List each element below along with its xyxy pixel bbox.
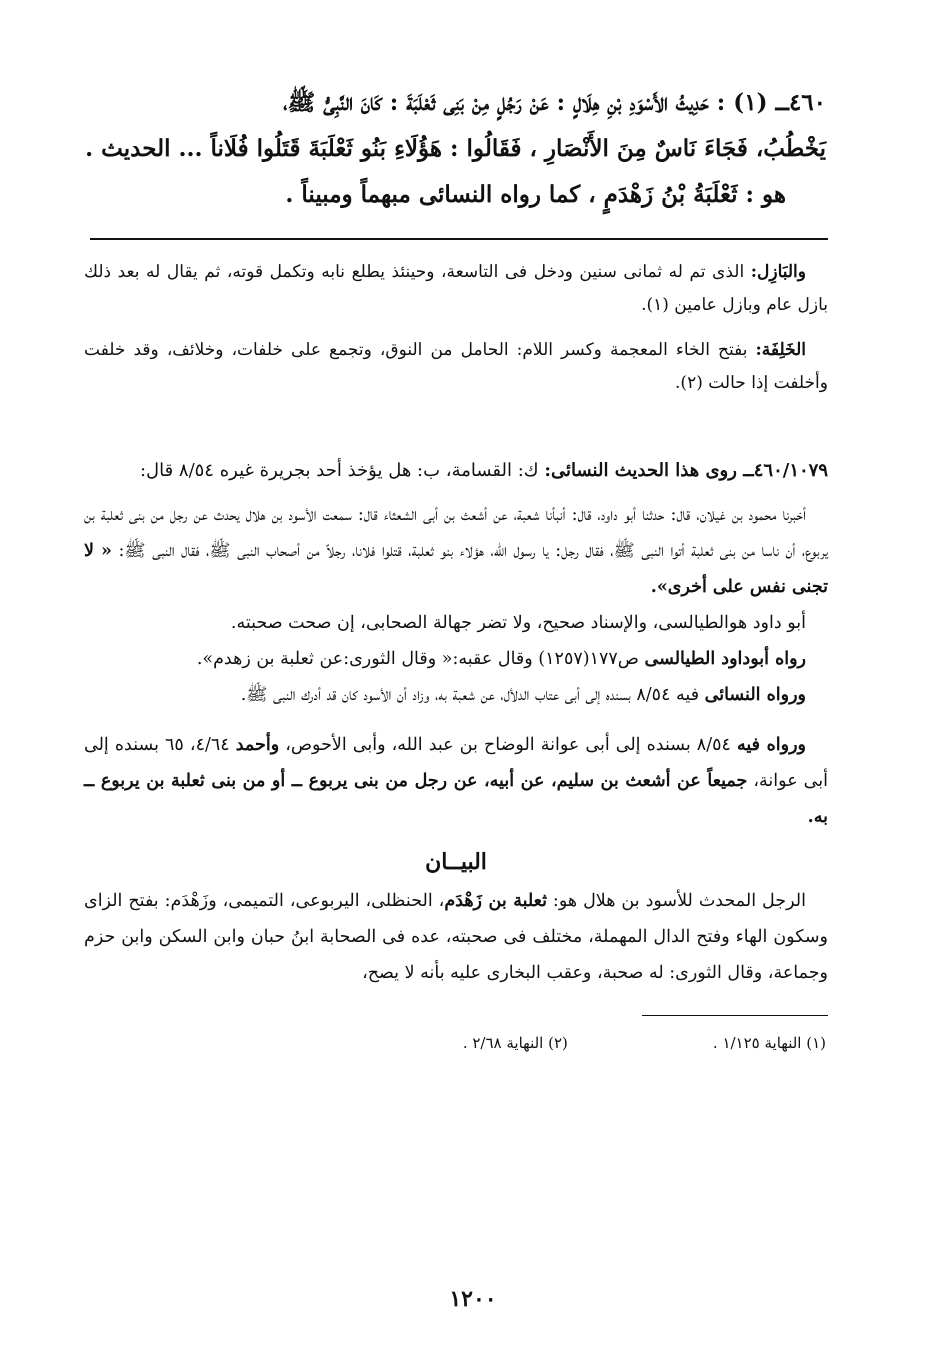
takhrij-chain: جميعاً عن أشعث بن سليم، عن أبيه، عن رجل من بنى يربوع ــ أو من بنى ثعلبة بن يربوع ــ به. bbox=[84, 771, 828, 827]
takhrij-tayalisi bbox=[84, 641, 828, 677]
takhrij-source: ورواه النسائى bbox=[704, 685, 806, 705]
takhrij-source-ahmad: وأحمد bbox=[235, 735, 280, 755]
page-number: ١٢٠٠ bbox=[449, 1286, 497, 1312]
isnad-text: أخبرنا محمود بن غيلان، قال: حدثنا أبو داود، قال: أنبأنا شعبة، عن أشعث بن أبى الشعثاء قال: سمعت الأسود بن هلال يحدث عن رجل من بنى ثعلبة بن يربوع، أن ناسا من بنى ثعلبة أتوا النبى ﷺ، فقال رجل: يا رسول الله، هؤلاء بنو ثعلبة، قتلوا فلانا، رجلاً من أصحاب النبى ﷺ، فقال النبى ﷺ: bbox=[84, 505, 828, 561]
hadith-answer: هو : ثَعْلَبَةُ بْنُ زَهْدَمٍ ، كما رواه النسائى مبهماً ومبيناً . bbox=[285, 181, 786, 208]
section-heading-ref: ك: القسامة، ب: هل يؤخذ أحد بجريرة غيره ٨/٥٤ قال: bbox=[139, 460, 545, 481]
footnotes bbox=[84, 1034, 828, 1052]
hadith-matn: « لا تجنى نفس على أخرى». bbox=[84, 541, 828, 597]
hadith-line-1: ٤٦٠ــ (١) : حَدِيثُ الأَسْوَدِ بْنِ هِلَالٍ : عَنْ رَجُلٍ مِنْ بَنِى ثَعْلَبَةَ : كَانَ النَّبِىُّ ﷺ، bbox=[283, 89, 826, 116]
footnote-1: (١) النهاية ١/١٢٥ . bbox=[712, 1034, 826, 1052]
footnote-2: (٢) النهاية ٢/٦٨ . bbox=[462, 1034, 568, 1052]
takhrij-detail: فيه ٨/٥٤ بسنده إلى أبى عتاب الدلأل، عن شعبة به، وزاد أن الأسود كان قد أدرك النبى ﷺ. bbox=[240, 685, 705, 705]
gloss-term: الخَلِفَة: bbox=[755, 340, 806, 360]
takhrij-ahmad bbox=[84, 727, 828, 835]
bayan-paragraph bbox=[84, 883, 828, 991]
hadith-line-2: يَخْطُبُ، فَجَاءَ نَاسٌ مِنَ الأَنْصَارِ ، فَقَالُوا : هَؤُلَاءِ بَنُو ثَعْلَبَةَ قَتَلُوا فُلَاناً ... الحديث . bbox=[85, 135, 826, 162]
grading-note: أبو داود هوالطيالسى، والإسناد صحيح، ولا تضر جهالة الصحابى، إن صحت صحبته. bbox=[230, 613, 806, 633]
bayan-name: ثعلبة بن زَهْدَم bbox=[444, 891, 547, 911]
bayan-text: الرجل المحدث للأسود بن هلال هو: bbox=[546, 891, 806, 911]
takhrij-detail: ٤/٦٤، ٦٥ بسنده إلى أبى عوانة، bbox=[84, 735, 828, 791]
gloss-bazil bbox=[84, 256, 828, 322]
bayan-text: ، الحنظلى، اليربوعى، التميمى، وزَهْدَم: بفتح الزاى وسكون الهاء وفتح الدال المهملة، مختلف فى صحبته، عده فى الصحابة ابنُ حبان وابن السكن وابن حزم وجماعة، وقال الثورى: له صحبة، وعقب البخارى عليه بأنه لا يصح، bbox=[84, 891, 828, 983]
takhrij-nasai bbox=[84, 677, 828, 713]
hadith-text bbox=[84, 80, 828, 218]
gloss-definition: بفتح الخاء المعجمة وكسر اللام: الحامل من النوق، وتجمع على خلفات، وخلائف، وقد خلفت وأخلفت إذا حالت (٢). bbox=[84, 340, 828, 393]
takhrij-source: رواه أبوداود الطيالسى bbox=[644, 649, 806, 669]
gloss-khalifa bbox=[84, 334, 828, 400]
takhrij-detail: ٨/٥٤ بسنده إلى أبى عوانة الوضاح بن عبد الله، وأبى الأحوص، bbox=[279, 735, 737, 755]
section-heading-title: ٤٦٠/١٠٧٩ــ روى هذا الحديث النسائى: bbox=[544, 460, 828, 481]
takhrij-detail: ص١٧٧(١٢٥٧) وقال عقبه:« وقال الثورى:عن ثعلبة بن زهدم». bbox=[196, 649, 645, 669]
gloss-term: والبَازِل: bbox=[750, 262, 806, 282]
takhrij-source: ورواه فيه bbox=[736, 735, 806, 755]
top-divider bbox=[90, 238, 828, 240]
section-heading bbox=[84, 452, 828, 489]
gloss-definition: الذى تم له ثمانى سنين ودخل فى التاسعة، وحينئذ يطلع نابه وتكمل قوته، ثم يقال له بعد ذلك بازل عام وبازل عامين (١). bbox=[84, 262, 828, 315]
bayan-heading: البيــان bbox=[425, 849, 487, 875]
footnote-divider bbox=[642, 1015, 828, 1016]
isnad-paragraph bbox=[84, 497, 828, 605]
